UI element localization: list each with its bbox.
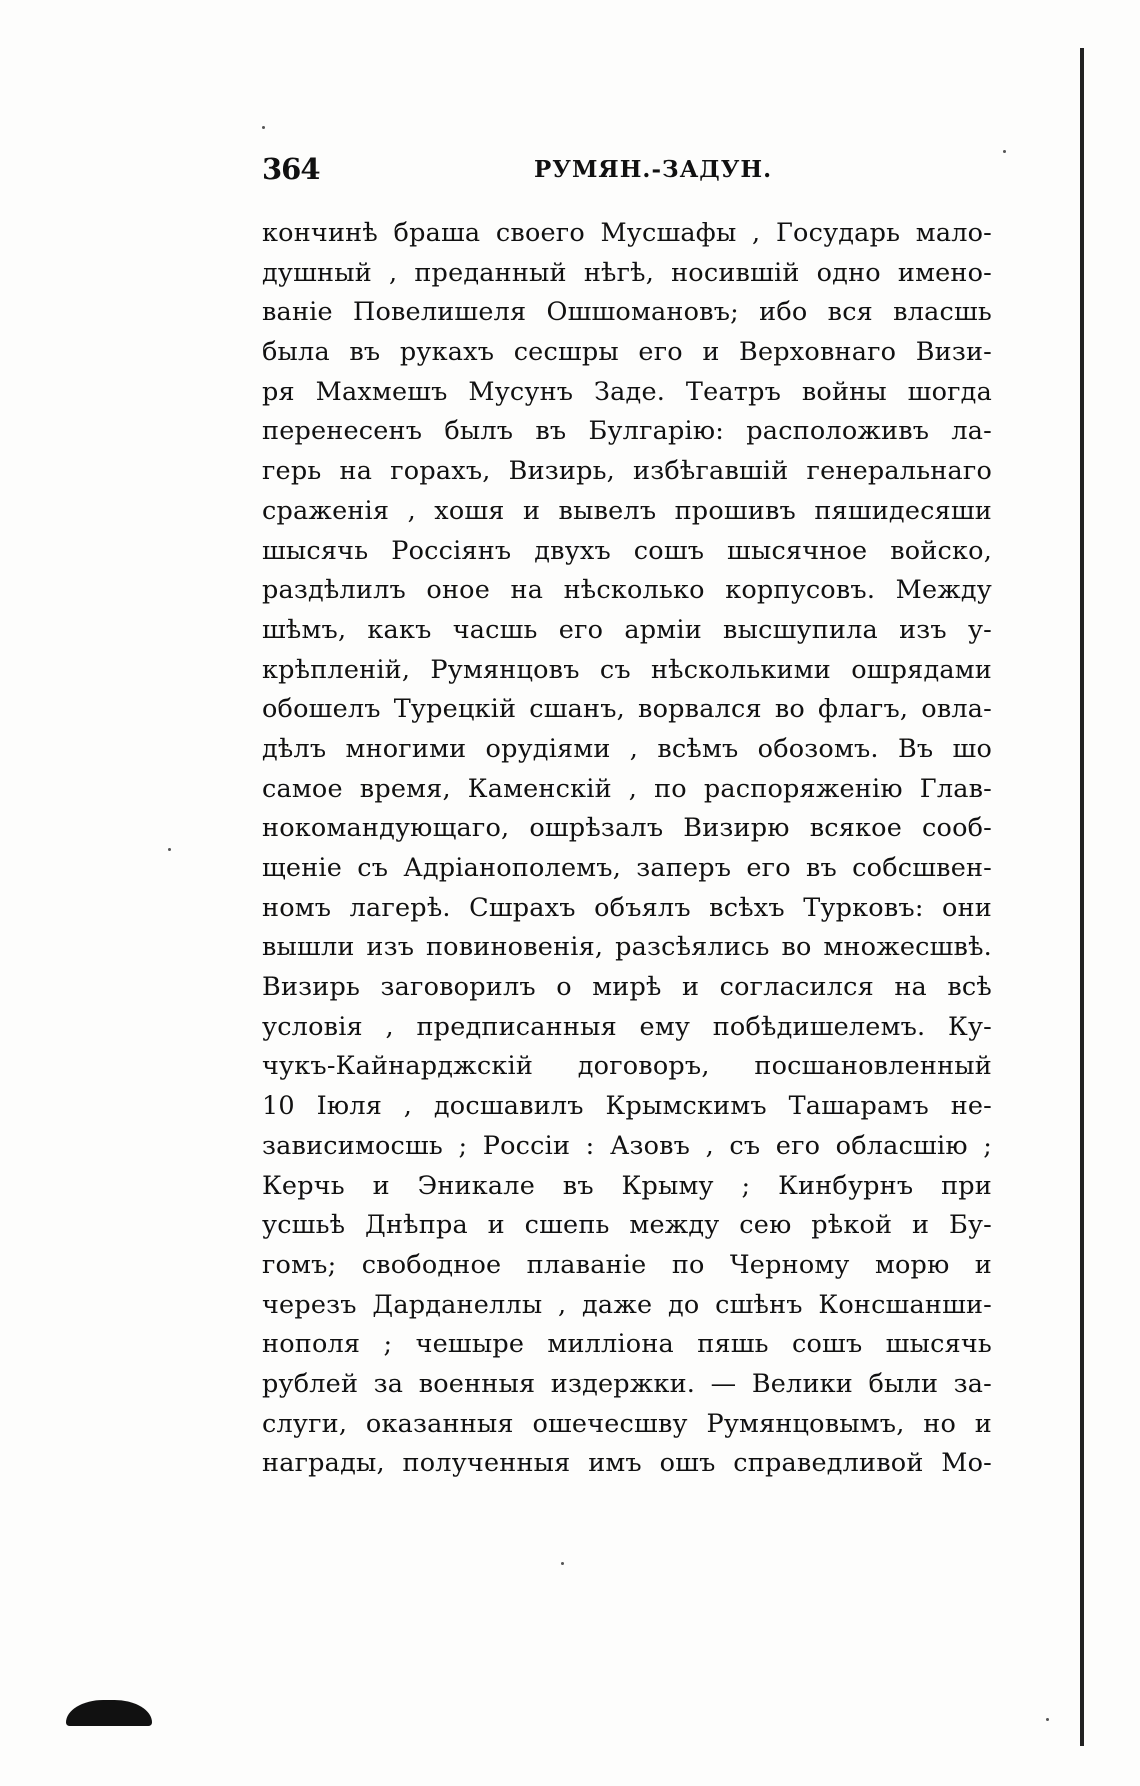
text-line: награды, полученныя имъ ошъ справедливой Мо- — [262, 1448, 992, 1479]
scan-edge-line — [1080, 48, 1084, 1746]
text-line: раздѣлилъ оное на нѣсколько корпусовъ. Между — [262, 575, 992, 606]
text-line: перенесенъ былъ въ Булгарію: расположивъ ла- — [262, 416, 992, 447]
text-line: нокомандующаго, ошрѣзалъ Визирю всякое сооб- — [262, 813, 992, 844]
text-line: чукъ-Кайнарджскій договоръ, посшановленный — [262, 1051, 992, 1082]
speck — [1046, 1718, 1049, 1721]
text-line: была въ рукахъ сесшры его и Верховнаго Визи- — [262, 337, 992, 368]
text-line: усшьѣ Днѣпра и сшепь между сею рѣкой и Бу- — [262, 1210, 992, 1241]
text-line: щеніе съ Адріанополемъ, заперъ его въ собсшвен- — [262, 853, 992, 883]
page-header — [262, 152, 992, 192]
text-line: обошелъ Турецкій сшанъ, ворвался во флагъ, овла- — [262, 694, 992, 725]
text-line: слуги, оказанныя ошечесшву Румянцовымъ, но и — [262, 1408, 992, 1439]
text-line: Керчь и Эникале въ Крыму ; Кинбурнъ при — [262, 1170, 992, 1201]
text-line: сраженія , хошя и вывелъ прошивъ пяшидесяши — [262, 495, 992, 526]
ink-smudge — [66, 1700, 152, 1726]
text-line: вышли изъ повиновенія, разсѣялись во множесшвѣ. — [262, 932, 992, 963]
text-line: герь на горахъ, Визирь, избѣгавшій генеральнаго — [262, 456, 992, 487]
text-line: ваніе Повелишеля Ошшомановъ; ибо вся власшь — [262, 297, 992, 328]
speck — [1003, 150, 1006, 153]
running-head: РУМЯН.-ЗАДУН. — [534, 156, 773, 183]
text-line: шѣмъ, какъ часшь его арміи высшупила изъ у- — [262, 614, 992, 645]
page-number: 364 — [262, 152, 320, 186]
text-line: нополя ; чешыре милліона пяшь сошъ шысячь — [262, 1329, 992, 1360]
text-line: кончинѣ браша своего Мусшафы , Государь мало- — [262, 218, 992, 248]
speck — [168, 848, 171, 851]
text-line: гомъ; свободное плаваніе по Черному морю и — [262, 1249, 992, 1280]
text-line: 10 Іюля , досшавилъ Крымскимъ Ташарамъ не- — [262, 1091, 992, 1122]
text-line: дѣлъ многими орудіями , всѣмъ обозомъ. Въ шо — [262, 733, 992, 764]
speck — [262, 126, 265, 129]
speck — [561, 1562, 564, 1565]
text-line: ря Махмешъ Мусунъ Заде. Театръ войны шогда — [262, 376, 992, 407]
text-line: душный , преданный нѣгѣ, носившій одно имено- — [262, 257, 992, 288]
text-line: шысячь Россіянъ двухъ сошъ шысячное войско, — [262, 535, 992, 566]
text-line: зависимосшь ; Россіи : Азовъ , съ его обласшію ; — [262, 1130, 992, 1161]
body-text — [262, 214, 992, 1484]
text-line: номъ лагерѣ. Сшрахъ объялъ всѣхъ Турковъ: они — [262, 892, 992, 923]
text-line: условія , предписанныя ему побѣдишелемъ. Ку- — [262, 1011, 992, 1042]
text-line: Визирь заговорилъ о мирѣ и согласился на всѣ — [262, 972, 992, 1003]
text-line: самое время, Каменскій , по распоряженію Глав- — [262, 773, 992, 804]
text-line: крѣпленій, Румянцовъ съ нѣсколькими ошрядами — [262, 654, 992, 685]
text-line: черезъ Дарданеллы , даже до сшѣнъ Консшанши- — [262, 1289, 992, 1320]
text-line: рублей за военныя издержки. — Велики были за- — [262, 1368, 992, 1399]
